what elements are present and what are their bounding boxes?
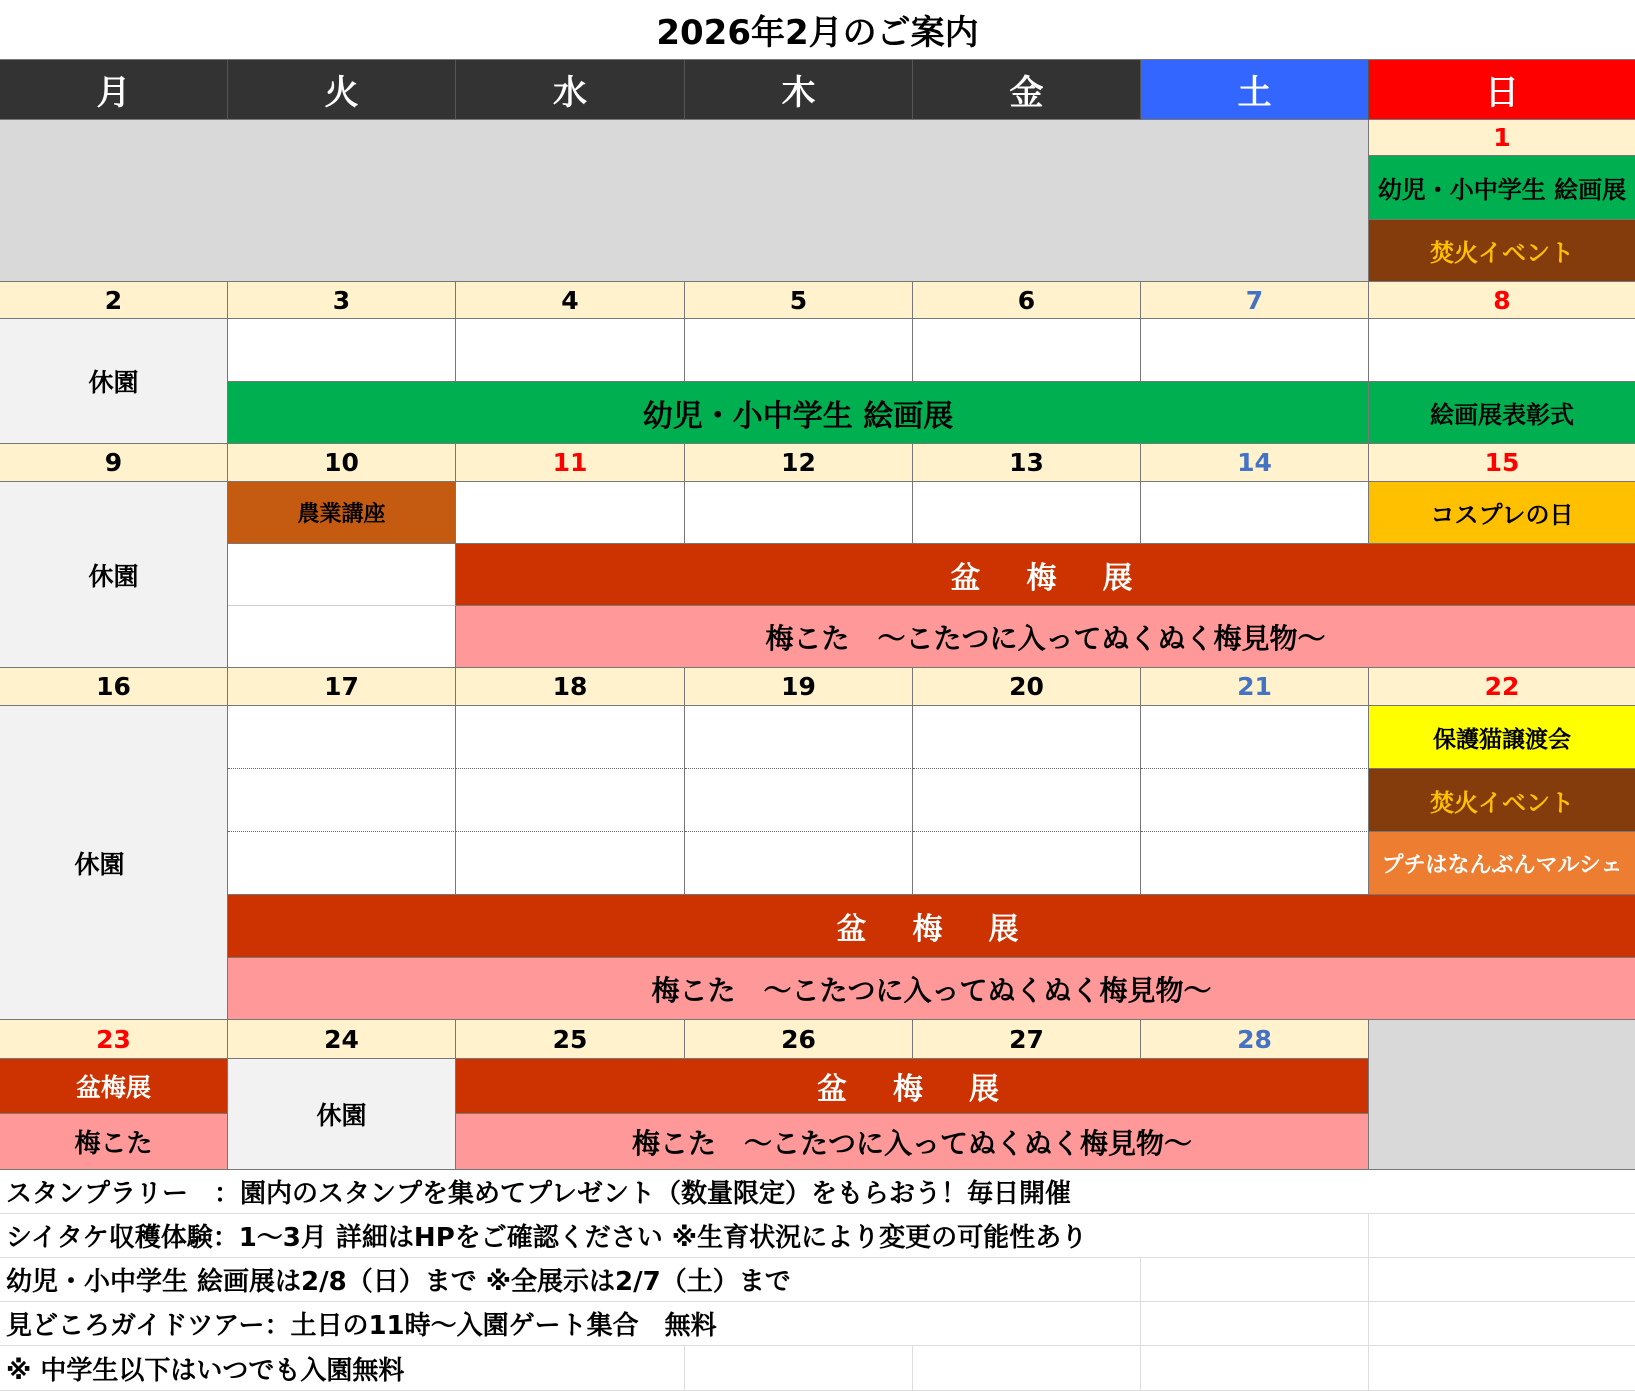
note-stamp-rally: スタンプラリー ：園内のスタンプを集めてプレゼント（数量限定）をもらおう！毎日開催 — [0, 1170, 1635, 1214]
blank-cell — [228, 606, 456, 668]
event-umekota: 梅こた ～こたつに入ってぬくぬく梅見物～ — [228, 958, 1635, 1020]
date-cell: 9 — [0, 444, 228, 482]
blank-cell — [456, 319, 685, 382]
blank-cell — [913, 832, 1141, 895]
date-cell: 6 — [913, 282, 1141, 319]
date-cell: 1 — [1369, 120, 1635, 156]
closed-label: 休園 — [228, 1059, 456, 1170]
date-cell: 7 — [1141, 282, 1369, 319]
blank-cell — [913, 319, 1141, 382]
event-bonfire: 焚火イベント — [1369, 220, 1635, 282]
event-bonfire: 焚火イベント — [1369, 769, 1635, 832]
note-free-admission: ※ 中学生以下はいつでも入園無料 — [0, 1346, 456, 1391]
weekday-tue: 火 — [228, 60, 456, 120]
blank-cell — [228, 832, 456, 895]
event-umekota-short: 梅こた — [0, 1114, 228, 1170]
blank-cell — [913, 482, 1141, 544]
grid-cell — [1141, 1346, 1369, 1391]
date-cell: 27 — [913, 1020, 1141, 1059]
blank-cell — [1141, 832, 1369, 895]
date-cell: 4 — [456, 282, 685, 319]
event-marche: プチはなんぶんマルシェ — [1369, 832, 1635, 895]
date-cell: 17 — [228, 668, 456, 706]
event-award: 絵画展表彰式 — [1369, 382, 1635, 444]
event-painting-banner: 幼児・小中学生 絵画展 — [228, 382, 1369, 444]
weekday-fri: 金 — [913, 60, 1141, 120]
grid-cell — [456, 1346, 685, 1391]
empty-days-area — [0, 120, 1369, 282]
grid-cell — [1369, 1214, 1635, 1258]
weekday-thu: 木 — [685, 60, 913, 120]
date-cell: 15 — [1369, 444, 1635, 482]
event-umekota: 梅こた ～こたつに入ってぬくぬく梅見物～ — [456, 606, 1635, 668]
blank-cell — [685, 319, 913, 382]
grid-cell — [1369, 1302, 1635, 1346]
note-guide-tour: 見どころガイドツアー：土日の11時～入園ゲート集合 無料 — [0, 1302, 913, 1346]
date-cell: 20 — [913, 668, 1141, 706]
blank-cell — [228, 319, 456, 382]
blank-cell — [1369, 319, 1635, 382]
weekday-sun: 日 — [1369, 60, 1635, 120]
grid-cell — [1369, 1258, 1635, 1302]
date-cell: 23 — [0, 1020, 228, 1059]
blank-cell — [456, 706, 685, 769]
blank-cell — [913, 706, 1141, 769]
blank-cell — [685, 832, 913, 895]
date-cell: 12 — [685, 444, 913, 482]
event-bonsai-short: 盆梅展 — [0, 1059, 228, 1114]
page-title: 2026年2月のご案内 — [0, 0, 1635, 60]
blank-cell — [456, 769, 685, 832]
grid-cell — [685, 1346, 913, 1391]
note-painting-period: 幼児・小中学生 絵画展は2/8（日）まで ※全展示は2/7（土）まで — [0, 1258, 913, 1302]
date-cell: 21 — [1141, 668, 1369, 706]
date-cell: 10 — [228, 444, 456, 482]
date-cell: 2 — [0, 282, 228, 319]
grid-cell — [1369, 1346, 1635, 1391]
weekday-wed: 水 — [456, 60, 685, 120]
note-shiitake: シイタケ収穫体験：1～3月 詳細はHPをご確認ください ※生育状況により変更の可能性あり — [0, 1214, 1141, 1258]
date-cell: 25 — [456, 1020, 685, 1059]
event-cat-adoption: 保護猫譲渡会 — [1369, 706, 1635, 769]
date-cell: 28 — [1141, 1020, 1369, 1059]
blank-cell — [685, 706, 913, 769]
closed-label: 休園 — [0, 482, 228, 668]
blank-cell — [228, 706, 456, 769]
empty-day-area — [1369, 1020, 1635, 1170]
weekday-mon: 月 — [0, 60, 228, 120]
event-bonsai-ume: 盆 梅 展 — [456, 544, 1635, 606]
grid-cell — [1141, 1258, 1369, 1302]
grid-cell — [913, 1346, 1141, 1391]
date-cell: 24 — [228, 1020, 456, 1059]
blank-cell — [685, 769, 913, 832]
blank-cell — [456, 482, 685, 544]
date-cell: 14 — [1141, 444, 1369, 482]
date-cell: 26 — [685, 1020, 913, 1059]
grid-cell — [913, 1302, 1141, 1346]
blank-cell — [1141, 706, 1369, 769]
event-umekota: 梅こた ～こたつに入ってぬくぬく梅見物～ — [456, 1114, 1369, 1170]
date-cell: 16 — [0, 668, 228, 706]
event-cosplay: コスプレの日 — [1369, 482, 1635, 544]
date-cell: 5 — [685, 282, 913, 319]
event-bonsai-ume: 盆 梅 展 — [456, 1059, 1369, 1114]
grid-cell — [1141, 1302, 1369, 1346]
event-painting: 幼児・小中学生 絵画展 — [1369, 156, 1635, 220]
date-cell: 3 — [228, 282, 456, 319]
blank-cell — [456, 832, 685, 895]
grid-cell — [913, 1258, 1141, 1302]
date-cell: 8 — [1369, 282, 1635, 319]
grid-cell — [1141, 1214, 1369, 1258]
event-bonsai-ume: 盆 梅 展 — [228, 895, 1635, 958]
blank-cell — [228, 544, 456, 606]
blank-cell — [1141, 482, 1369, 544]
blank-cell — [685, 482, 913, 544]
blank-cell — [913, 769, 1141, 832]
date-cell: 11 — [456, 444, 685, 482]
date-cell: 13 — [913, 444, 1141, 482]
closed-label: 休園 — [0, 706, 228, 1020]
blank-cell — [228, 769, 456, 832]
closed-label: 休園 — [0, 319, 228, 444]
date-cell: 22 — [1369, 668, 1635, 706]
blank-cell — [1141, 319, 1369, 382]
date-cell: 18 — [456, 668, 685, 706]
weekday-sat: 土 — [1141, 60, 1369, 120]
event-farm-lecture: 農業講座 — [228, 482, 456, 544]
blank-cell — [1141, 769, 1369, 832]
date-cell: 19 — [685, 668, 913, 706]
